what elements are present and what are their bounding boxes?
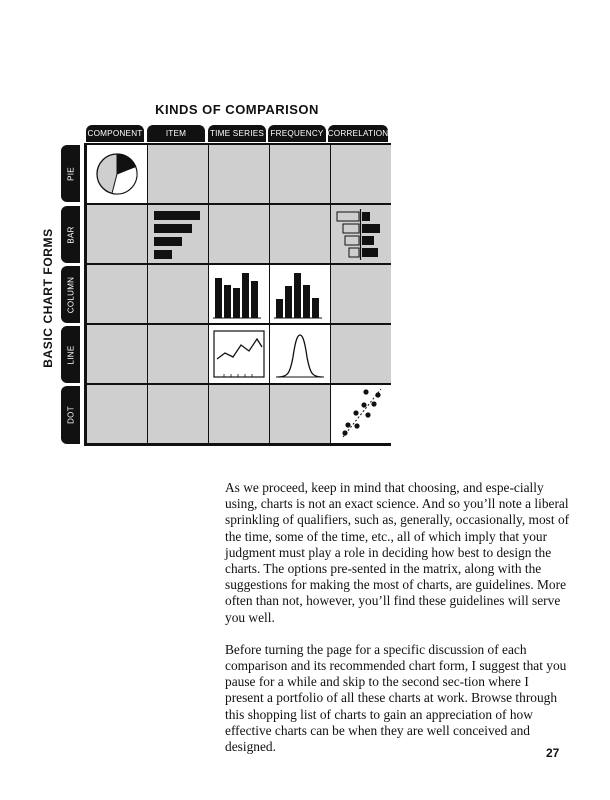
cell-bar-time-series	[209, 205, 269, 263]
cell-dot-item	[148, 385, 208, 443]
bar-chart-icon	[148, 205, 208, 263]
matrix-title: KINDS OF COMPARISON	[155, 102, 319, 117]
row-header-column	[61, 266, 80, 323]
column-header-component: COMPONENT	[86, 125, 144, 142]
cell-pie-correlation	[331, 145, 391, 203]
row-header-dot	[61, 386, 80, 444]
scatter-plot-icon	[331, 385, 391, 443]
paired-bar-chart-icon	[331, 205, 391, 263]
row-label-column: COLUMN	[66, 276, 75, 313]
frequency-curve-icon	[270, 325, 330, 383]
row-label-pie: PIE	[66, 166, 75, 181]
column-header-frequency: FREQUENCY	[268, 125, 326, 142]
column-header-item: ITEM	[147, 125, 205, 142]
cell-pie-component	[87, 145, 147, 203]
cell-dot-component	[87, 385, 147, 443]
line-chart-icon	[209, 325, 269, 383]
cell-bar-component	[87, 205, 147, 263]
row-label-line: LINE	[66, 345, 75, 364]
cell-dot-correlation	[331, 385, 391, 443]
column-header-time-series: TIME SERIES	[208, 125, 266, 142]
column-header-correlation: CORRELATION	[328, 125, 388, 142]
column-chart-icon	[209, 265, 269, 323]
row-header-bar	[61, 206, 80, 263]
page-number: 27	[546, 746, 560, 760]
cell-dot-time-series	[209, 385, 269, 443]
paragraph-1: As we proceed, keep in mind that choosing, and espe-cially using, charts is not an exact science. And so you’ll note a liberal sprinkling of qualifiers, such as, generally, occasionally, most of the time, some of the time, etc., all of which imply that your judgment must play a role in deciding how best to design the charts. The options pre-sented in the matrix, along with the suggestions for making the most of charts, are guidelines. More often than not, however, you’ll find these guidelines will serve you well.	[225, 480, 570, 625]
side-label-basic-chart-forms: BASIC CHART FORMS	[41, 228, 55, 368]
cell-column-frequency	[270, 265, 330, 323]
paragraph-2: Before turning the page for a specific discussion of each comparison and its recommended chart form, I suggest that you pause for a while and skip to the second sec-tion where I present a portfolio of all these charts at work. Browse through this shopping list of charts to gain an appreciation of how effective charts can be when they are well conceived and designed.	[225, 641, 567, 755]
cell-line-correlation	[331, 325, 391, 383]
cell-bar-item	[148, 205, 208, 263]
cell-column-correlation	[331, 265, 391, 323]
cell-column-time-series	[209, 265, 269, 323]
row-header-line	[61, 326, 80, 383]
cell-dot-frequency	[270, 385, 330, 443]
cell-column-component	[87, 265, 147, 323]
row-label-dot: DOT	[66, 406, 75, 424]
cell-bar-correlation	[331, 205, 391, 263]
cell-pie-item	[148, 145, 208, 203]
pie-chart-icon	[87, 145, 147, 203]
cell-line-item	[148, 325, 208, 383]
cell-line-time-series	[209, 325, 269, 383]
row-label-bar: BAR	[66, 225, 75, 244]
row-header-pie	[61, 145, 80, 202]
body-text	[225, 480, 570, 755]
histogram-icon	[270, 265, 330, 323]
cell-line-frequency	[270, 325, 330, 383]
cell-column-item	[148, 265, 208, 323]
cell-pie-time-series	[209, 145, 269, 203]
cell-pie-frequency	[270, 145, 330, 203]
cell-line-component	[87, 325, 147, 383]
chart-matrix-grid	[84, 143, 391, 446]
cell-bar-frequency	[270, 205, 330, 263]
